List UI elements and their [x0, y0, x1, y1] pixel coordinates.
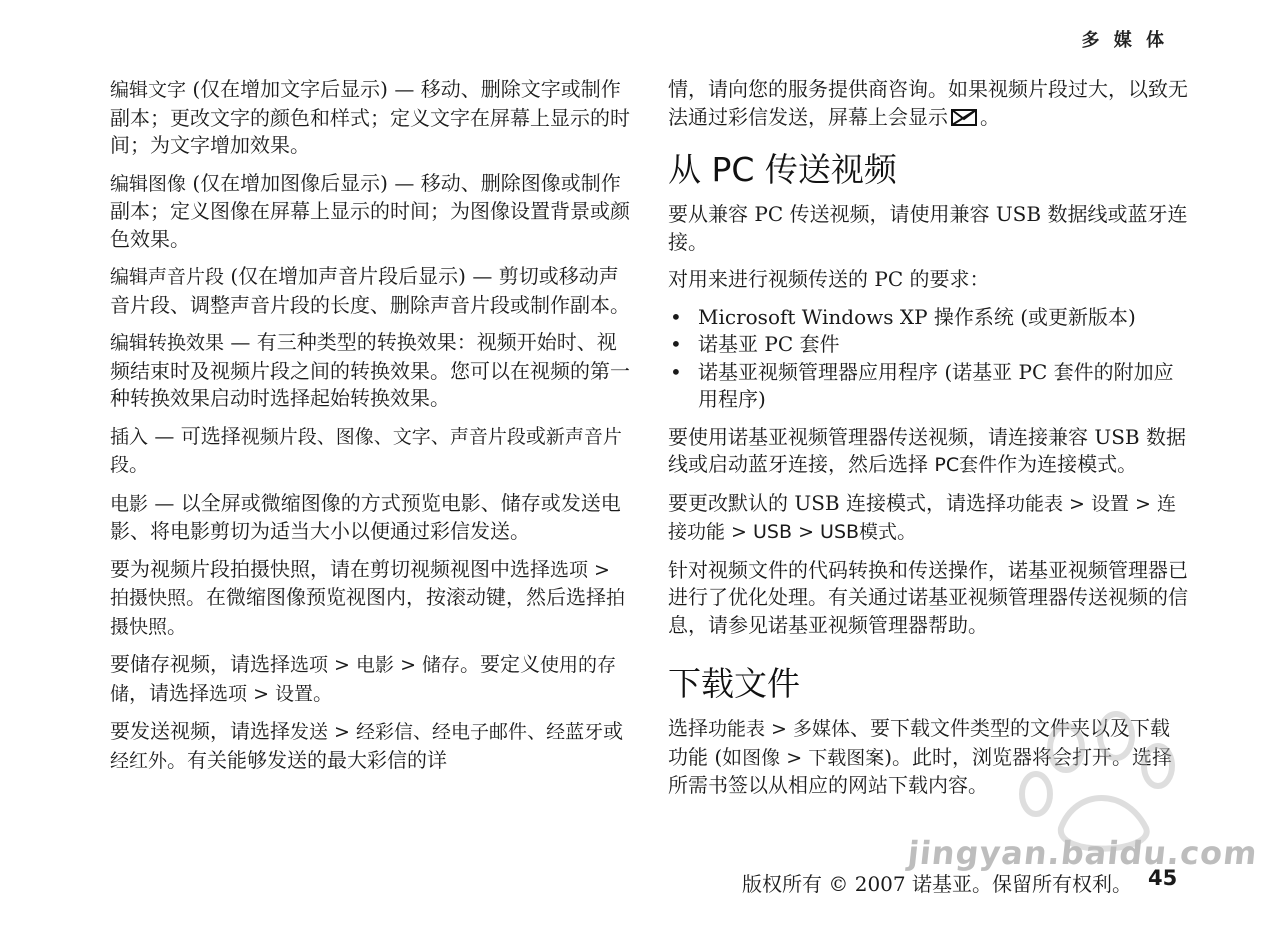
term-edit-text: 编辑文字 — [110, 79, 187, 101]
paragraph-text: ，请选择 — [129, 680, 210, 705]
option-menu: 功能表 — [1005, 492, 1063, 515]
paragraph-transcoding: 针对视频文件的代码转换和传送操作，诺基亚视频管理器已进行了优化处理。有关通过诺基亚视频管理器传送视频的信息，请参见诺基亚视频管理器帮助。 — [668, 557, 1188, 637]
menu-separator: > — [1062, 492, 1091, 515]
paragraph-edit-image — [110, 170, 635, 254]
paragraph-edit-sound — [110, 263, 635, 319]
term-edit-image: 编辑图像 — [110, 172, 187, 195]
list-item — [668, 359, 1190, 414]
menu-separator: > — [780, 746, 809, 769]
list-item-text: 诺基亚视频管理器应用程序 (诺基亚 PC 套件的附加应用程序) — [698, 359, 1174, 411]
bullet: • — [670, 304, 682, 329]
paragraph-edit-text — [110, 76, 635, 160]
separator: 、 — [373, 425, 393, 448]
separator: 、 — [413, 721, 433, 743]
menu-separator: > — [328, 654, 357, 676]
paragraph-text: 作为连接模式。 — [997, 452, 1138, 476]
option-image: 图像 — [742, 746, 781, 769]
term-movie: 电影 — [110, 492, 149, 515]
term-insert: 插入 — [110, 425, 149, 448]
option-options: 选项 — [550, 558, 589, 581]
paragraph-send-video — [110, 718, 635, 775]
option-settings: 设置 — [275, 682, 314, 705]
paragraph-text: 要发送视频，请选择 — [110, 719, 290, 743]
mms-error-icon — [950, 107, 978, 127]
paragraph-save-video — [110, 651, 635, 708]
menu-separator: > — [765, 718, 794, 740]
paragraph-text: 要更改默认的 USB 连接模式，请选择 — [668, 490, 1006, 515]
paragraph-text: 。 — [167, 613, 188, 638]
paragraph-text: (仅在增加声音片段后显示) — 剪切或移动声音片段、调整声音片段的长度、删除声音片段或制作副本。 — [110, 264, 630, 317]
paragraph-text: 。要定义 — [460, 652, 541, 676]
section-title: 多 媒 体 — [1081, 30, 1168, 51]
option-usb-mode: USB模式 — [820, 521, 898, 543]
option-pc-suite: PC套件 — [934, 454, 998, 476]
paragraph-movie — [110, 490, 635, 546]
requirements-list — [668, 304, 1190, 414]
option-text: 文字 — [392, 425, 431, 448]
right-column — [668, 76, 1190, 810]
bullet: • — [670, 359, 682, 384]
list-item — [668, 331, 1190, 359]
option-menu: 功能表 — [708, 718, 766, 740]
paragraph-text: 。有关能够发送的最大彩信的详 — [167, 747, 448, 772]
paragraph-text: 。 — [129, 452, 150, 476]
menu-separator: > — [1129, 492, 1157, 515]
paragraph-text: 。在微缩图像预览视图内，按滚动键，然后选择 — [186, 585, 607, 609]
paragraph-text: )。此时，浏览器将会打开。选择所需书签以从相应的网站下载内容。 — [668, 744, 1173, 797]
paragraph-text: 、要下载文件类型的文件夹以及下载功能 (如 — [668, 716, 1171, 769]
list-item-text: Microsoft Windows XP 操作系统 (或更新版本) — [698, 304, 1136, 329]
menu-separator: > — [725, 521, 754, 543]
option-via-bluetooth: 经蓝牙 — [546, 721, 604, 743]
option-memory-in-use: 使用的存储 — [110, 654, 617, 705]
option-download-graphics: 下载图案 — [808, 746, 885, 769]
paragraph-text: 。 — [980, 104, 1000, 129]
list-item-text: 诺基亚 PC 套件 — [698, 332, 840, 356]
paragraph-edit-transition — [110, 329, 635, 413]
paragraph-text: 要储存视频，请选择 — [110, 652, 290, 676]
paragraph-insert — [110, 423, 635, 480]
option-send: 发送 — [290, 721, 329, 743]
paragraph-text: 或 — [525, 423, 546, 448]
option-usb: USB — [753, 521, 793, 543]
menu-separator: > — [247, 682, 276, 705]
paragraph-text: 。 — [897, 519, 918, 543]
menu-separator: > — [328, 721, 357, 743]
paragraph-text: 情，请向您的服务提供商咨询。如果视频片段过大，以致无法通过彩信发送，屏幕上会显示 — [668, 77, 1188, 129]
menu-separator: > — [792, 521, 821, 543]
option-movie: 电影 — [356, 654, 395, 676]
option-multimedia: 多媒体 — [793, 718, 851, 740]
separator: 、 — [527, 721, 547, 743]
option-connectivity: 连接功能 — [668, 492, 1177, 543]
paragraph-pc-intro: 要从兼容 PC 传送视频，请使用兼容 USB 数据线或蓝牙连接。 — [668, 202, 1188, 254]
list-item — [668, 304, 1190, 332]
paragraph-text: 或 — [603, 719, 624, 743]
paragraph-text: (仅在增加文字后显示) — 移动、删除文字或制作副本；更改文字的颜色和样式；定义文字在屏幕上显示的时间；为文字增加效果。 — [110, 77, 630, 157]
copyright-notice: 版权所有 © 2007 诺基亚。保留所有权利。 — [742, 872, 1132, 896]
paragraph-mms-size — [668, 76, 1190, 131]
menu-separator: > — [394, 654, 423, 676]
term-edit-transition: 编辑转换效果 — [110, 332, 225, 354]
option-image: 图像 — [335, 425, 374, 448]
paragraph-text: 选择 — [668, 716, 708, 740]
option-via-email: 经电子邮件 — [432, 721, 528, 743]
option-new-sound-clip: 新声音片段 — [110, 425, 622, 476]
separator: 、 — [430, 425, 450, 448]
page-number: 45 — [1148, 866, 1178, 890]
paragraph-text: 要使用诺基亚视频管理器传送视频，请连接兼容 USB 数据线或启动蓝牙连接，然后选择 — [668, 424, 1186, 476]
option-video-clip: 视频片段 — [240, 425, 317, 448]
paragraph-text: (仅在增加图像后显示) — 移动、删除图像或制作副本；定义图像在屏幕上显示的时间；为图像设置背景或颜色效果。 — [110, 170, 630, 251]
bullet: • — [670, 332, 682, 356]
left-column — [110, 76, 635, 785]
heading-download-files: 下载文件 — [668, 664, 800, 703]
separator: 、 — [316, 425, 336, 448]
term-edit-sound: 编辑声音片段 — [110, 266, 225, 288]
paragraph-text: 要为视频片段拍摄快照，请在剪切视频视图中选择 — [110, 556, 550, 581]
option-via-mms: 经彩信 — [356, 721, 414, 743]
watermark-text: jingyan.baidu.com — [906, 834, 1260, 872]
paragraph-text: — 以全屏或微缩图像的方式预览电影、储存或发送电影、将电影剪切为适当大小以便通过彩信发送。 — [110, 490, 621, 543]
option-via-infrared: 经红外 — [110, 749, 168, 772]
heading-transfer-from-pc: 从 PC 传送视频 — [668, 150, 897, 189]
paragraph-text: — 可选择 — [148, 423, 241, 448]
option-options: 选项 — [209, 682, 248, 705]
paragraph-text: — 有三种类型的转换效果：视频开始时、视频结束时及视频片段之间的转换效果。您可以在视频的第一种转换效果启动时选择起始转换效果。 — [110, 330, 630, 410]
menu-separator: > — [588, 558, 610, 581]
paragraph-usb-mode — [668, 490, 1190, 547]
option-save: 储存 — [422, 654, 461, 676]
paragraph-snapshot — [110, 556, 635, 642]
paragraph-video-manager — [668, 424, 1190, 480]
paragraph-text: 。 — [313, 680, 334, 705]
option-options: 选项 — [290, 654, 329, 676]
option-settings: 设置 — [1090, 492, 1129, 515]
option-take-snapshot: 拍摄快照 — [110, 587, 187, 609]
paragraph-pc-requirements: 对用来进行视频传送的 PC 的要求： — [668, 267, 990, 291]
option-sound-clip: 声音片段 — [449, 425, 526, 448]
option-take-snapshot: 拍摄快照 — [110, 587, 626, 638]
